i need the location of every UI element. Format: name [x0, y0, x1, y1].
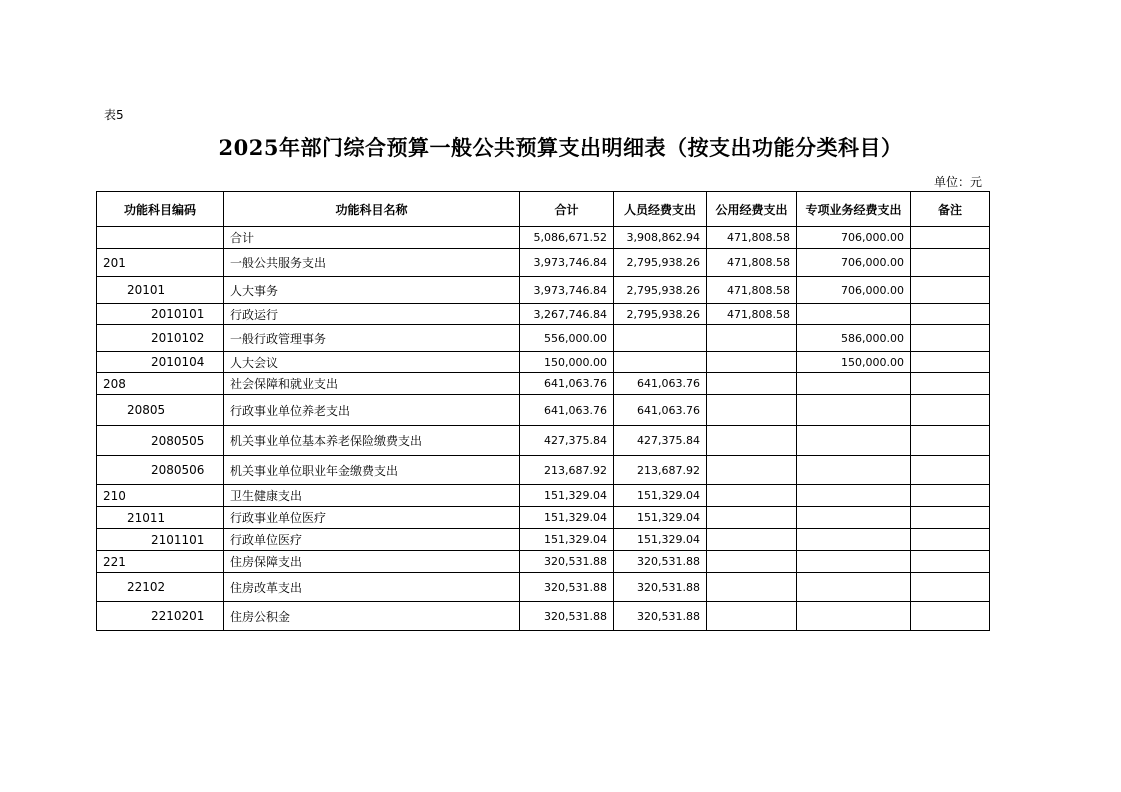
table-row — [97, 507, 990, 529]
cell-note — [911, 507, 990, 529]
cell-special — [797, 551, 911, 573]
cell-personnel: 2,795,938.26 — [614, 249, 707, 277]
cell-total: 427,375.84 — [520, 426, 614, 456]
cell-code: 20101 — [97, 277, 224, 304]
cell-public — [707, 456, 797, 485]
cell-special — [797, 529, 911, 551]
cell-note — [911, 373, 990, 395]
cell-total: 3,267,746.84 — [520, 304, 614, 325]
cell-code — [97, 227, 224, 249]
table-row — [97, 551, 990, 573]
cell-code: 2010104 — [97, 352, 224, 373]
cell-public — [707, 352, 797, 373]
header-special: 专项业务经费支出 — [797, 192, 911, 227]
cell-personnel: 320,531.88 — [614, 551, 707, 573]
cell-public — [707, 529, 797, 551]
table-row — [97, 573, 990, 602]
cell-personnel: 2,795,938.26 — [614, 304, 707, 325]
cell-note — [911, 304, 990, 325]
cell-code: 2101101 — [97, 529, 224, 551]
cell-note — [911, 277, 990, 304]
cell-total: 641,063.76 — [520, 395, 614, 426]
cell-total: 213,687.92 — [520, 456, 614, 485]
cell-total: 151,329.04 — [520, 529, 614, 551]
header-personnel: 人员经费支出 — [614, 192, 707, 227]
cell-note — [911, 529, 990, 551]
cell-name: 住房改革支出 — [224, 573, 520, 602]
cell-special: 706,000.00 — [797, 277, 911, 304]
cell-code: 208 — [97, 373, 224, 395]
cell-personnel — [614, 352, 707, 373]
cell-total: 556,000.00 — [520, 325, 614, 352]
cell-name: 行政单位医疗 — [224, 529, 520, 551]
cell-name: 一般行政管理事务 — [224, 325, 520, 352]
cell-special — [797, 485, 911, 507]
header-note: 备注 — [911, 192, 990, 227]
cell-name: 行政事业单位养老支出 — [224, 395, 520, 426]
table-row — [97, 277, 990, 304]
cell-note — [911, 602, 990, 631]
cell-total: 641,063.76 — [520, 373, 614, 395]
cell-name: 社会保障和就业支出 — [224, 373, 520, 395]
cell-special — [797, 456, 911, 485]
cell-public — [707, 395, 797, 426]
cell-special: 706,000.00 — [797, 227, 911, 249]
cell-code: 221 — [97, 551, 224, 573]
cell-personnel: 320,531.88 — [614, 602, 707, 631]
cell-name: 卫生健康支出 — [224, 485, 520, 507]
table-row — [97, 325, 990, 352]
cell-special — [797, 395, 911, 426]
cell-special — [797, 507, 911, 529]
header-row — [97, 192, 990, 227]
cell-public — [707, 426, 797, 456]
cell-special: 706,000.00 — [797, 249, 911, 277]
cell-special: 586,000.00 — [797, 325, 911, 352]
cell-public — [707, 485, 797, 507]
cell-code: 2210201 — [97, 602, 224, 631]
table-number: 表5 — [104, 108, 124, 122]
table-row — [97, 602, 990, 631]
cell-personnel: 641,063.76 — [614, 373, 707, 395]
cell-name: 合计 — [224, 227, 520, 249]
cell-note — [911, 249, 990, 277]
cell-total: 150,000.00 — [520, 352, 614, 373]
cell-personnel: 151,329.04 — [614, 529, 707, 551]
cell-code: 2010102 — [97, 325, 224, 352]
cell-code: 21011 — [97, 507, 224, 529]
cell-public: 471,808.58 — [707, 277, 797, 304]
cell-personnel: 151,329.04 — [614, 507, 707, 529]
cell-personnel: 320,531.88 — [614, 573, 707, 602]
cell-name: 住房公积金 — [224, 602, 520, 631]
cell-total: 5,086,671.52 — [520, 227, 614, 249]
document-title: 2025年部门综合预算一般公共预算支出明细表（按支出功能分类科目） — [218, 135, 903, 160]
cell-special: 150,000.00 — [797, 352, 911, 373]
cell-special — [797, 373, 911, 395]
cell-name: 住房保障支出 — [224, 551, 520, 573]
cell-name: 机关事业单位基本养老保险缴费支出 — [224, 426, 520, 456]
cell-name: 行政运行 — [224, 304, 520, 325]
cell-personnel: 427,375.84 — [614, 426, 707, 456]
header-name: 功能科目名称 — [224, 192, 520, 227]
table-row — [97, 485, 990, 507]
cell-public: 471,808.58 — [707, 304, 797, 325]
cell-code: 210 — [97, 485, 224, 507]
cell-note — [911, 426, 990, 456]
cell-total: 320,531.88 — [520, 602, 614, 631]
cell-name: 机关事业单位职业年金缴费支出 — [224, 456, 520, 485]
cell-public: 471,808.58 — [707, 227, 797, 249]
cell-special — [797, 304, 911, 325]
cell-public — [707, 507, 797, 529]
unit-label: 单位：元 — [933, 175, 982, 189]
table-row — [97, 352, 990, 373]
header-public: 公用经费支出 — [707, 192, 797, 227]
table-row — [97, 529, 990, 551]
cell-total: 3,973,746.84 — [520, 249, 614, 277]
cell-personnel: 641,063.76 — [614, 395, 707, 426]
cell-note — [911, 456, 990, 485]
cell-name: 行政事业单位医疗 — [224, 507, 520, 529]
table-row — [97, 426, 990, 456]
cell-code: 201 — [97, 249, 224, 277]
cell-note — [911, 485, 990, 507]
cell-personnel: 151,329.04 — [614, 485, 707, 507]
table-row — [97, 227, 990, 249]
cell-public — [707, 325, 797, 352]
cell-note — [911, 227, 990, 249]
cell-public — [707, 551, 797, 573]
cell-public — [707, 373, 797, 395]
cell-personnel — [614, 325, 707, 352]
cell-special — [797, 426, 911, 456]
cell-name: 人大会议 — [224, 352, 520, 373]
table-row — [97, 456, 990, 485]
cell-note — [911, 551, 990, 573]
cell-code: 2010101 — [97, 304, 224, 325]
cell-note — [911, 395, 990, 426]
cell-public — [707, 602, 797, 631]
cell-special — [797, 573, 911, 602]
cell-public — [707, 573, 797, 602]
table-row — [97, 395, 990, 426]
cell-personnel: 3,908,862.94 — [614, 227, 707, 249]
cell-total: 320,531.88 — [520, 551, 614, 573]
cell-code: 2080506 — [97, 456, 224, 485]
cell-total: 320,531.88 — [520, 573, 614, 602]
cell-code: 20805 — [97, 395, 224, 426]
cell-total: 151,329.04 — [520, 485, 614, 507]
cell-note — [911, 573, 990, 602]
table-row — [97, 373, 990, 395]
table-row — [97, 304, 990, 325]
cell-code: 2080505 — [97, 426, 224, 456]
header-code: 功能科目编码 — [97, 192, 224, 227]
header-total: 合计 — [520, 192, 614, 227]
cell-note — [911, 352, 990, 373]
cell-code: 22102 — [97, 573, 224, 602]
cell-special — [797, 602, 911, 631]
table-body — [97, 227, 990, 631]
cell-name: 一般公共服务支出 — [224, 249, 520, 277]
cell-total: 151,329.04 — [520, 507, 614, 529]
cell-name: 人大事务 — [224, 277, 520, 304]
cell-personnel: 2,795,938.26 — [614, 277, 707, 304]
cell-note — [911, 325, 990, 352]
cell-personnel: 213,687.92 — [614, 456, 707, 485]
cell-public: 471,808.58 — [707, 249, 797, 277]
cell-total: 3,973,746.84 — [520, 277, 614, 304]
table-row — [97, 249, 990, 277]
budget-table — [96, 191, 990, 631]
